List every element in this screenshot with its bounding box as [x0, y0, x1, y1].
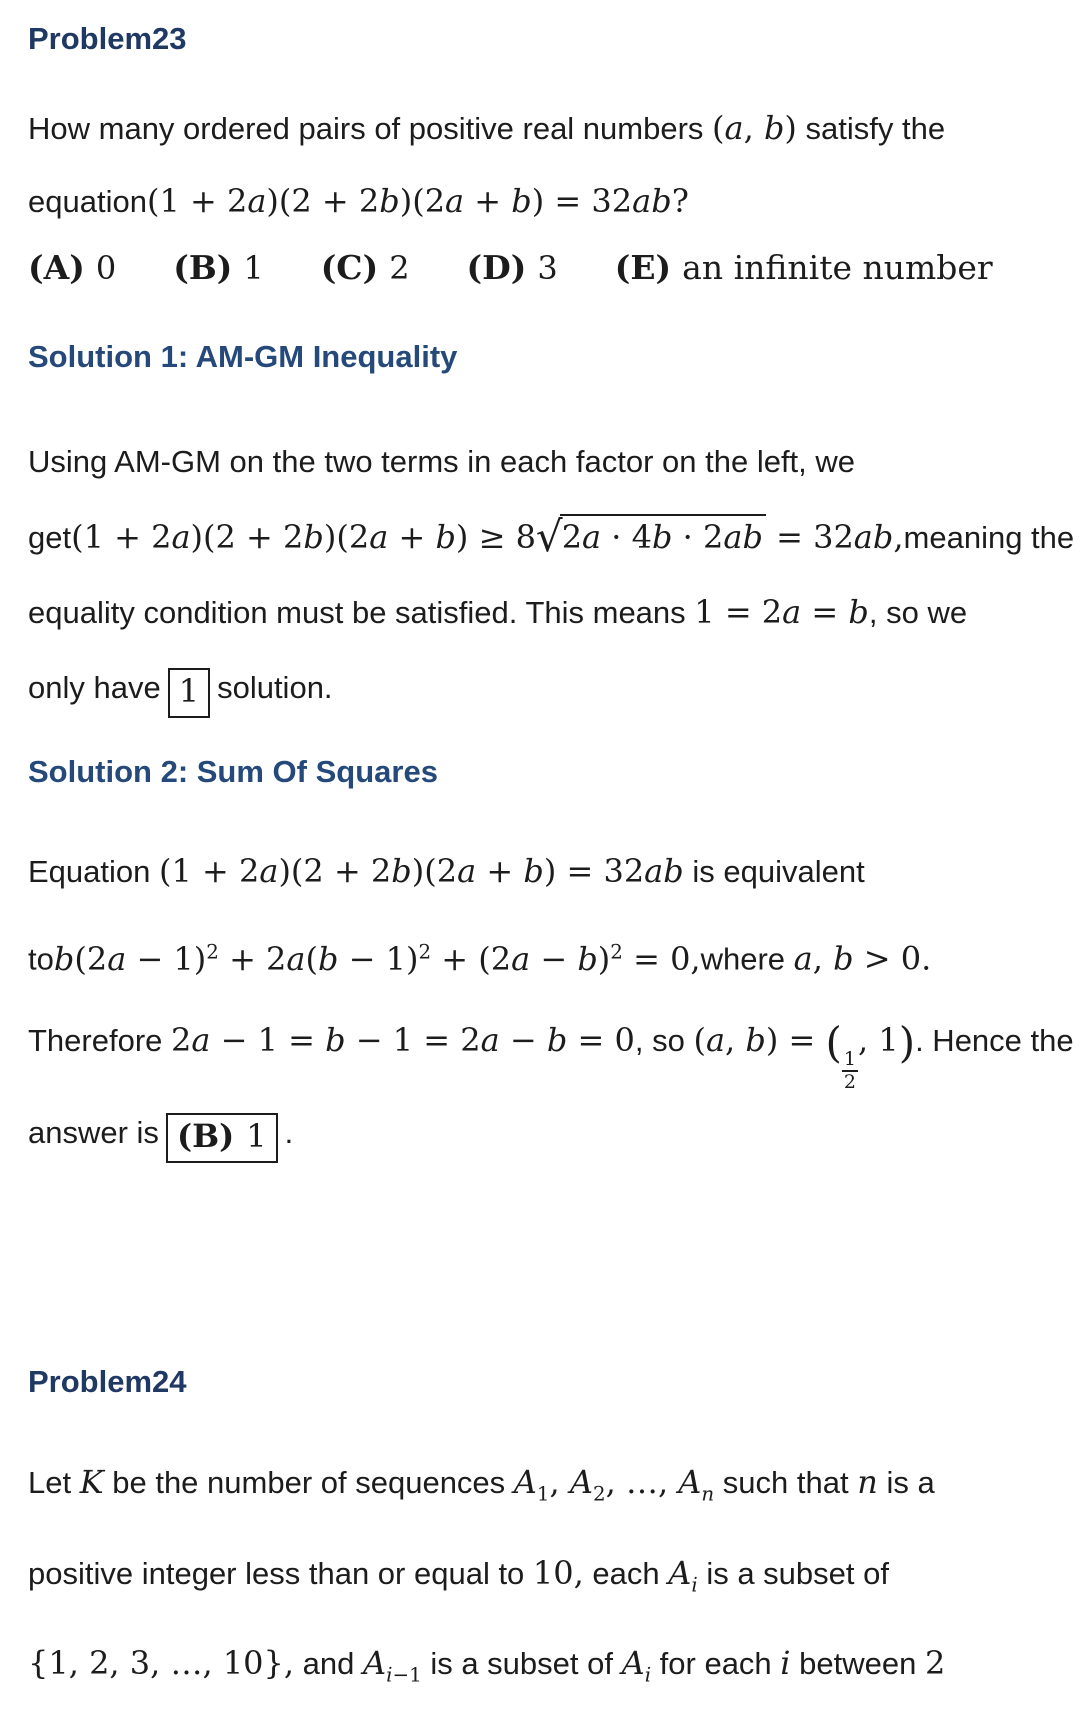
- boxed-answer-value: 1: [178, 672, 200, 710]
- text-segment: only have: [28, 670, 161, 705]
- text-line: [28, 499, 1075, 575]
- radicand-expression: 2a · 4b · 2ab: [560, 514, 766, 557]
- choice-label: (D): [466, 248, 527, 287]
- text-line: [28, 1000, 1074, 1094]
- math-expression: n: [857, 1463, 878, 1502]
- left-paren: (: [825, 1017, 842, 1067]
- text-segment: , so: [634, 1022, 694, 1058]
- math-expression: (a, b) =: [693, 1020, 826, 1059]
- problem24-heading: Problem24: [28, 1364, 187, 1400]
- math-expression: (1 + 2a)(2 + 2b)(2a + b) ≥ 8: [71, 518, 536, 556]
- text-segment: such that: [714, 1465, 858, 1501]
- text-line: [28, 1093, 992, 1173]
- math-expression: $b(2a - 1)^2 + 2a(b - 1)^2 + (2a - b)^2 = 0$,: [53, 939, 701, 978]
- choice-value: an infinite number: [682, 248, 993, 287]
- text-segment: How many ordered pairs of positive real numbers: [28, 111, 713, 146]
- choice-value: 2: [389, 249, 410, 287]
- text-segment: Equation: [28, 854, 159, 889]
- text-line: [28, 575, 992, 650]
- text-segment: is a subset of: [421, 1645, 622, 1681]
- choice-value: 1: [243, 249, 264, 287]
- math-expression: (1 + 2a)(2 + 2b)(2a + b) = 32ab?: [146, 182, 689, 220]
- text-segment: Let: [28, 1465, 80, 1501]
- problem24-statement: [28, 1443, 992, 1714]
- boxed-answer-value: 1: [246, 1117, 267, 1156]
- choice-b: [173, 246, 263, 290]
- math-expression: 2: [924, 1643, 946, 1682]
- text-segment: to: [28, 941, 54, 977]
- text-segment: where: [700, 941, 794, 977]
- text-segment: equality condition must be satisfied. This means: [28, 595, 695, 630]
- solution2-heading: Solution 2: Sum Of Squares: [28, 754, 438, 789]
- choice-e: [615, 246, 993, 290]
- boxed-answer: [168, 668, 210, 718]
- text-line: [28, 1443, 992, 1533]
- solution2-body: [28, 831, 1074, 1173]
- boxed-answer-label: (B): [176, 1117, 235, 1156]
- fraction-denominator: 2: [843, 1070, 856, 1093]
- math-expression: a, b > 0.: [793, 939, 932, 978]
- math-expression: (1 + 2a)(2 + 2b)(2a + b) = 32ab: [159, 852, 684, 890]
- math-expression: $A_{i-1}$: [363, 1643, 422, 1687]
- text-segment: each: [583, 1555, 669, 1591]
- math-expression: {1, 2, 3, …, 10},: [28, 1643, 295, 1682]
- math-expression: 10,: [532, 1553, 584, 1592]
- math-expression: 1 = 2a = b: [694, 593, 869, 631]
- answer-choices: [28, 246, 992, 290]
- choice-label: (A): [28, 248, 85, 287]
- text-segment: get: [28, 520, 72, 555]
- text-segment: Using AM-GM on the two terms in each factor on the left, we: [28, 444, 856, 479]
- choice-label: (C): [320, 248, 379, 287]
- solution1-heading: Solution 1: AM-GM Inequality: [28, 339, 458, 374]
- text-segment: equation: [28, 184, 147, 219]
- text-segment: is equivalent: [683, 854, 865, 889]
- math-expression: $A_i$: [668, 1553, 698, 1596]
- math-expression: = 32ab,: [765, 518, 904, 556]
- radical-sign-icon: √: [535, 512, 560, 561]
- math-expression: , 1: [857, 1020, 899, 1059]
- text-segment: .: [284, 1115, 294, 1151]
- text-segment: be the number of sequences: [103, 1465, 514, 1501]
- text-segment: , so we: [868, 595, 968, 630]
- text-segment: for each: [651, 1645, 781, 1681]
- choice-c: [321, 246, 410, 290]
- text-line: [28, 1624, 992, 1714]
- text-segment: and: [294, 1645, 364, 1681]
- text-segment: meaning the: [903, 520, 1075, 555]
- text-segment: answer is: [28, 1115, 159, 1151]
- problem23-heading: Problem23: [28, 21, 187, 56]
- text-segment: solution.: [217, 670, 333, 705]
- math-expression: (a, b): [712, 109, 797, 147]
- text-line: [28, 424, 992, 499]
- boxed-answer: [166, 1113, 278, 1163]
- fraction-numerator: 1: [843, 1047, 856, 1070]
- math-expression: $A_1$, $A_2$, …, $A_n$: [513, 1463, 715, 1506]
- text-segment: positive integer less than or equal to: [28, 1555, 533, 1591]
- choice-label: (B): [173, 248, 233, 287]
- text-line: [28, 650, 992, 725]
- math-expression: $A_i$: [621, 1643, 652, 1687]
- choice-label: (E): [614, 248, 672, 287]
- math-expression: i: [780, 1643, 791, 1682]
- math-expression: 2a − 1 = b − 1 = 2a − b = 0: [171, 1020, 635, 1059]
- solution1-body: [28, 424, 1075, 725]
- text-line: [28, 831, 992, 912]
- text-segment: . Hence the: [915, 1022, 1074, 1058]
- choice-d: [467, 246, 558, 290]
- fraction-one-half: [842, 1049, 858, 1094]
- text-segment: Therefore: [28, 1022, 172, 1058]
- text-segment: is a: [877, 1465, 935, 1501]
- right-paren: ): [898, 1017, 916, 1067]
- text-line: [28, 92, 992, 165]
- text-line: [28, 912, 992, 1000]
- text-segment: is a subset of: [697, 1555, 889, 1591]
- choice-value: 0: [95, 249, 117, 287]
- text-segment: between: [790, 1645, 925, 1681]
- square-root: [535, 512, 766, 561]
- math-expression: K: [79, 1463, 104, 1502]
- text-line: [28, 1534, 992, 1624]
- choice-a: [28, 246, 116, 290]
- text-segment: satisfy the: [796, 111, 946, 146]
- problem23-statement: [28, 92, 992, 238]
- text-line: [28, 165, 992, 238]
- choice-value: 3: [537, 249, 558, 287]
